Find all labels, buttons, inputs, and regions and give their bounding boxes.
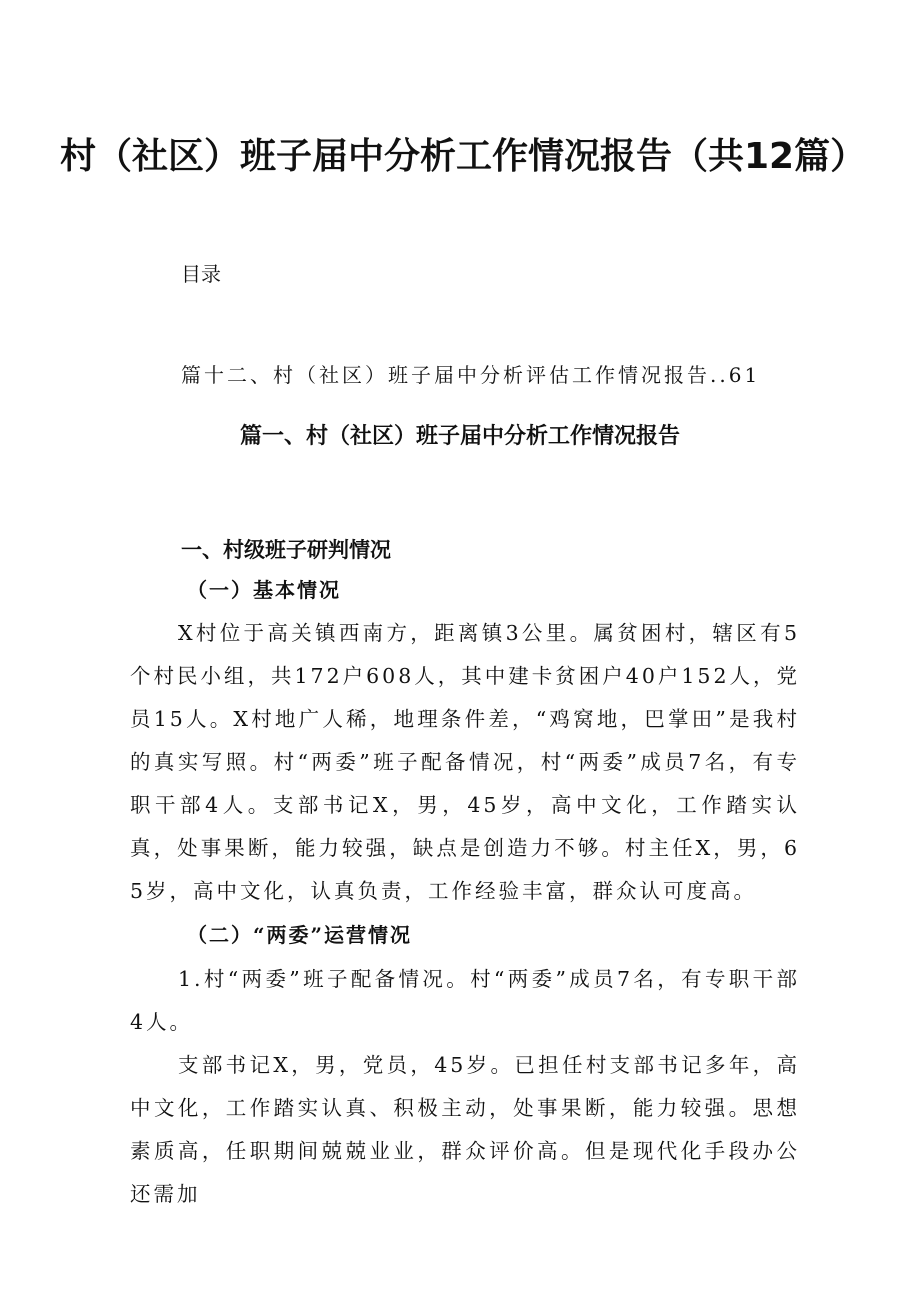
toc-label: 目录 bbox=[181, 262, 221, 286]
document-title: 村（社区）班子届中分析工作情况报告（共12篇） bbox=[60, 136, 867, 177]
paragraph-basic-situation: X村位于高关镇西南方，距离镇3公里。属贫困村，辖区有5个村民小组，共172户608人，其中建卡贫困户40户152人，党员15人。X村地广人稀，地理条件差，“鸡窝地，巴掌田”是我村的真实写照。村“两委”班子配备情况，村“两委”成员7名，有专职干部4人。支部书记X，男，45岁，高中文化，工作踏实认真，处事果断，能力较强，缺点是创造力不够。村主任X，男，65岁，高中文化，认真负责，工作经验丰富，群众认可度高。 bbox=[130, 621, 800, 903]
subheading-basic-situation: （一）基本情况 bbox=[187, 578, 341, 602]
toc-entry-12[interactable]: 篇十二、村（社区）班子届中分析评估工作情况报告..61 bbox=[181, 363, 761, 387]
paragraph-party-secretary: 支部书记X，男，党员，45岁。已担任村支部书记多年，高中文化，工作踏实认真、积极主动，处事果断，能力较强。思想素质高，任职期间兢兢业业，群众评价高。但是现代化手段办公还需加 bbox=[130, 1053, 800, 1206]
subheading-committee-operation: （二）“两委”运营情况 bbox=[187, 923, 413, 947]
paragraph-committee-staffing: 1.村“两委”班子配备情况。村“两委”成员7名，有专职干部4人。 bbox=[130, 967, 800, 1034]
heading-village-team-review: 一、村级班子研判情况 bbox=[181, 538, 391, 562]
section-title: 篇一、村（社区）班子届中分析工作情况报告 bbox=[239, 424, 680, 449]
